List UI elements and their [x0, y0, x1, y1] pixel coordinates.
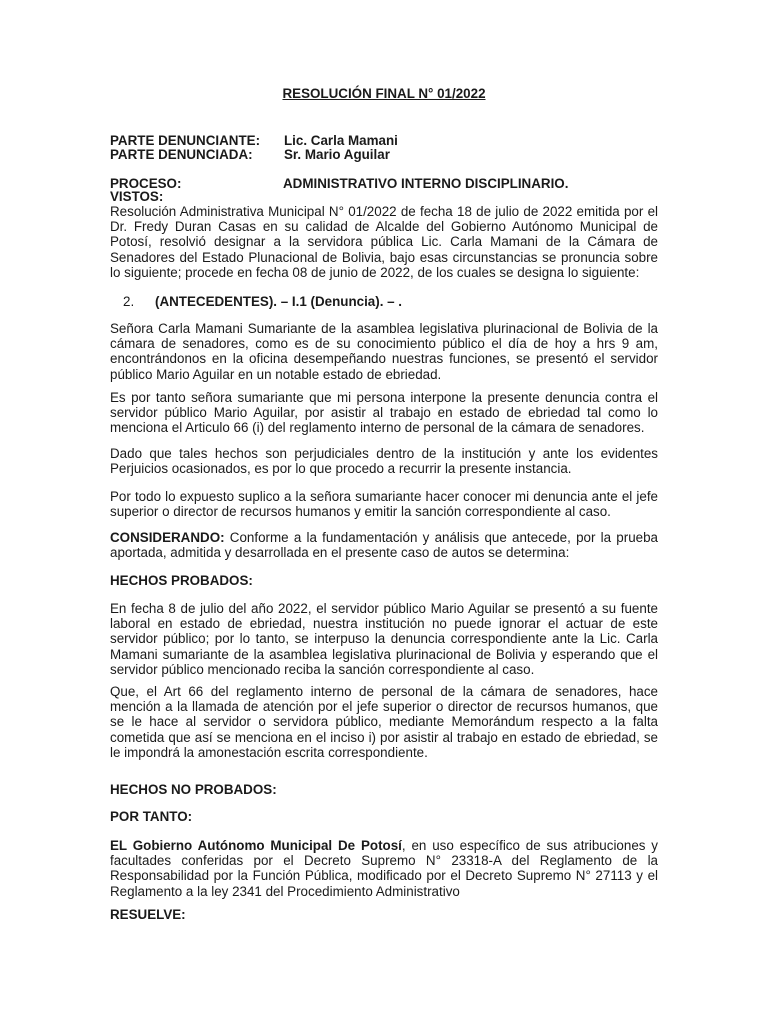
- denunciante-label: PARTE DENUNCIANTE:: [110, 133, 261, 148]
- paragraph-denuncia-4: Por todo lo expuesto suplico a la señora sumariante hacer conocer mi denuncia ante el jefe superior o director de recursos humanos y emitir la sanción correspondiente al caso.: [110, 489, 658, 520]
- por-tanto-heading: POR TANTO:: [110, 809, 193, 824]
- por-tanto-paragraph: [110, 838, 658, 899]
- hechos-probados-paragraph-1: En fecha 8 de julio del año 2022, el servidor público Mario Aguilar se presentó a su fuente laboral en estado de ebriedad, nuestra institución no puede ignorar el actuar de este servidor público; por lo tanto, se interpuso la denuncia correspondiente ante la Lic. Carla Mamani sumariante de la asamblea legislativa plurinacional de Bolivia y esperando que el servidor público mencionado reciba la sanción correspondiente al caso.: [110, 601, 658, 677]
- paragraph-denuncia-3: Dado que tales hechos son perjudiciales dentro de la institución y ante los evidentes Perjuicios ocasionados, es por lo que procedo a recurrir la presente instancia.: [110, 446, 658, 477]
- antecedentes-heading: (ANTECEDENTES). – I.1 (Denuncia). – .: [155, 294, 403, 309]
- resuelve-heading: RESUELVE:: [110, 907, 186, 922]
- proceso-value: ADMINISTRATIVO INTERNO DISCIPLINARIO.: [283, 176, 569, 191]
- proceso-label: PROCESO:: [110, 176, 182, 191]
- considerando-label: CONSIDERANDO:: [110, 530, 225, 545]
- considerando-text: Conforme a la fundamentación y análisis que antecede, por la prueba aportada, admitida y desarrollada en el presente caso de autos se determina:: [110, 530, 658, 561]
- hechos-probados-paragraph-2: Que, el Art 66 del reglamento interno de personal de la cámara de senadores, hace mención a la llamada de atención por el jefe superior o director de recursos humanos, que se le hace al servidor o servidora público, mediante Memorándum respecto a la falta cometida que así se menciona en el inciso i) por asistir al trabajo en estado de ebriedad, se le impondrá la amonestación escrita correspondiente.: [110, 684, 658, 760]
- vistos-text: Resolución Administrativa Municipal N° 01/2022 de fecha 18 de julio de 2022 emitida por el Dr. Fredy Duran Casas en su calidad de Alcalde del Gobierno Autónomo Municipal de Potosí, resolvió designar a la servidora pública Lic. Carla Mamani de la Cámara de Senadores del Estado Plunacional de Bolivia, bajo esas circunstancias se pronuncia sobre lo siguiente; procede en fecha 08 de junio de 2022, de los cuales se designa lo siguiente:: [110, 204, 658, 280]
- paragraph-denuncia-2: Es por tanto señora sumariante que mi persona interpone la presente denuncia contra el servidor público Mario Aguilar, por asistir al trabajo en estado de ebriedad tal como lo menciona el Articulo 66 (i) del reglamento interno de personal de la cámara de senadores.: [110, 390, 658, 436]
- vistos-label: VISTOS:: [110, 189, 164, 204]
- paragraph-denuncia-1: Señora Carla Mamani Sumariante de la asamblea legislativa plurinacional de Bolivia de la cámara de senadores, como es de su conocimiento público el día de hoy a hrs 9 am, encontrándonos en la oficina desempeñando nuestras funciones, se presentó el servidor público Mario Aguilar en un notable estado de ebriedad.: [110, 321, 658, 382]
- antecedentes-number: 2.: [123, 294, 135, 309]
- hechos-probados-heading: HECHOS PROBADOS:: [110, 573, 253, 588]
- document-title: RESOLUCIÓN FINAL N° 01/2022: [282, 86, 486, 101]
- por-tanto-text: , en uso específico de sus atribuciones y facultades conferidas por el Decreto Supremo N° 23318-A del Reglamento de la Responsabilidad por la Función Pública, modificado por el Decreto Supremo N° 27113 y el Reglamento a la ley 2341 del Procedimiento Administrativo: [110, 838, 659, 899]
- denunciante-value: Lic. Carla Mamani: [284, 133, 398, 148]
- por-tanto-entity: EL Gobierno Autónomo Municipal De Potosí: [110, 838, 402, 853]
- denunciada-label: PARTE DENUNCIADA:: [110, 147, 253, 162]
- denunciada-value: Sr. Mario Aguilar: [284, 147, 390, 162]
- considerando-paragraph: [110, 530, 658, 560]
- hechos-no-probados-heading: HECHOS NO PROBADOS:: [110, 782, 277, 797]
